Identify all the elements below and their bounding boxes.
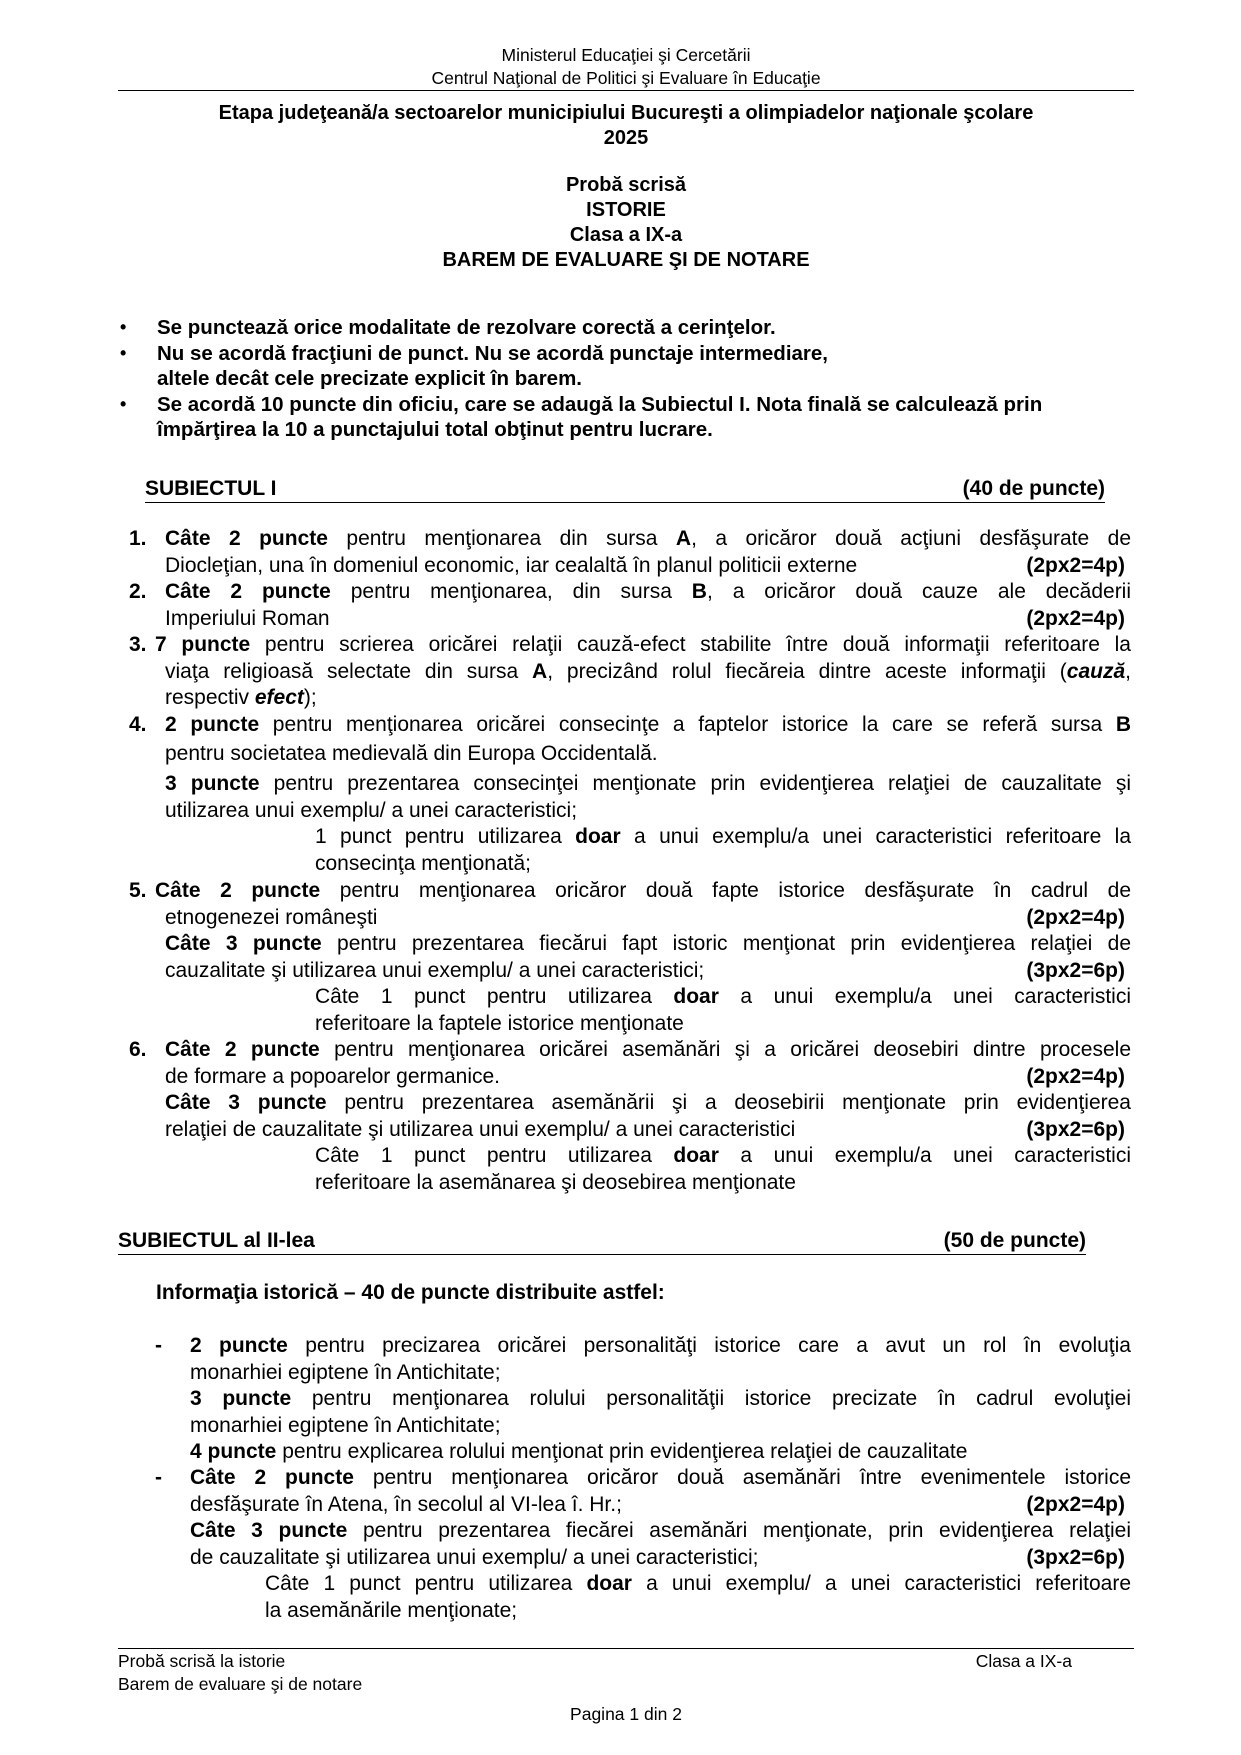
text: de cauzalitate şi utilizarea unui exemplu/ a unei caracteristici;: [190, 1545, 759, 1569]
s2-title: SUBIECTUL al II-lea: [118, 1229, 315, 1252]
text: pentru menţionarea oricăror două asemănări între evenimentele istorice: [353, 1466, 1131, 1489]
item-line: pentru societatea medievală din Europa Occidentală.: [165, 742, 658, 765]
bold-label: 7 puncte: [155, 633, 251, 656]
item-line: [165, 685, 1131, 712]
footer-left-2: Barem de evaluare şi de notare: [118, 1674, 363, 1694]
text: pentru menţionarea rolului personalităţii istorice precizate în cadrul evoluţiei: [291, 1387, 1131, 1410]
item-line: [265, 1571, 1131, 1598]
page-number: Pagina 1 din 2: [570, 1704, 682, 1724]
item-line: [190, 1492, 1131, 1519]
points: (2px2=4p): [1026, 553, 1125, 577]
text: pentru prezentarea fiecărui fapt istoric menţionat prin evidenţierea relaţiei de: [321, 932, 1131, 955]
text: pentru prezentarea fiecărei asemănări menţionate, prin evidenţierea relaţiei: [347, 1519, 1131, 1542]
text: , a oricăror două cauze ale decăderii: [706, 580, 1132, 603]
bold-label: Câte 2 puncte: [165, 580, 331, 603]
text: pentru scrierea oricărei relaţii cauză-efect stabilite între două informaţii referitoare la: [250, 633, 1131, 656]
rule-item: [120, 315, 1132, 341]
s1-item-5: [125, 878, 1135, 1037]
emphasis: doar: [575, 825, 621, 848]
footer-divider: [118, 1648, 1134, 1649]
text: pentru menţionarea oricăror două fapte istorice desfăşurate în cadrul de: [320, 879, 1131, 902]
title-barem: BAREM DE EVALUARE ŞI DE NOTARE: [442, 249, 810, 271]
footer-class: Clasa a IX-a: [975, 1651, 1072, 1671]
item-line: [165, 931, 1131, 958]
emphasis: doar: [673, 1144, 719, 1167]
item-line: [165, 1064, 1131, 1091]
s1-heading: [145, 476, 1105, 503]
item-line: referitoare la asemănarea şi deosebirea menţionate: [315, 1170, 796, 1194]
bold-label: Câte 3 puncte: [165, 1091, 327, 1114]
item-line: [165, 579, 1131, 606]
bold-label: 2 puncte: [165, 713, 260, 736]
dash-marker: -: [155, 1466, 162, 1489]
bold-label: 3 puncte: [165, 772, 260, 795]
s2-item-2: [125, 1465, 1135, 1624]
rule-text: Se punctează orice modalitate de rezolvare corectă a cerinţelor.: [157, 316, 776, 339]
center-name: Centrul Naţional de Politici şi Evaluare în Educaţie: [431, 68, 821, 88]
s1-item-6: [125, 1037, 1135, 1196]
item-number: 4.: [129, 713, 147, 736]
points: (3px2=6p): [1026, 1117, 1125, 1141]
text: a unui exemplu/ a unei caracteristici referitoare: [631, 1572, 1132, 1595]
item-line: [190, 1518, 1131, 1545]
item-number: 5.: [129, 879, 147, 902]
text: a unui exemplu/a unei caracteristici: [718, 1144, 1131, 1167]
bold-label: 3 puncte: [190, 1387, 292, 1410]
item-line: [190, 1465, 1131, 1492]
item-line: [165, 659, 1131, 686]
rule-item: [120, 341, 1132, 392]
text: relaţiei de cauzalitate şi utilizarea unui exemplu/ a unei caracteristici: [165, 1117, 796, 1141]
item-line: [165, 1037, 1131, 1064]
item-line: [165, 905, 1131, 932]
points: (2px2=4p): [1026, 1064, 1125, 1088]
s2-heading: [118, 1228, 1086, 1255]
source-label: A: [532, 659, 548, 683]
bullet-icon: •: [120, 393, 127, 414]
points: (3px2=6p): [1026, 1545, 1125, 1569]
points: (2px2=4p): [1026, 905, 1125, 929]
bold-label: 2 puncte: [190, 1334, 288, 1357]
title-proba: Probă scrisă: [565, 174, 687, 196]
text: pentru menţionarea oricărei consecinţe a faptelor istorice la care se referă sursa: [259, 713, 1116, 736]
item-line: referitoare la faptele istorice menţionate: [315, 1011, 684, 1035]
text: viaţa religioasă selectate din sursa: [165, 659, 533, 683]
item-line: [315, 1143, 1131, 1170]
text: pentru menţionarea, din sursa: [330, 580, 692, 603]
source-label: B: [691, 580, 707, 603]
text: cauzalitate şi utilizarea unui exemplu/ a unei caracteristici;: [165, 958, 705, 982]
item-line: [155, 632, 1131, 659]
item-line: [190, 1333, 1131, 1360]
s2-intro: Informaţia istorică – 40 de puncte distribuite astfel:: [156, 1281, 665, 1304]
footer-left-1: Probă scrisă la istorie: [118, 1651, 286, 1671]
text: respectiv: [165, 686, 255, 709]
s1-title: SUBIECTUL I: [145, 477, 277, 500]
item-line: [165, 712, 1131, 739]
item-line: [165, 606, 1131, 633]
item-line: [315, 824, 1131, 851]
item-line: [190, 1386, 1131, 1413]
bold-label: Câte 2 puncte: [190, 1466, 354, 1489]
item-line: [165, 1090, 1131, 1117]
bold-label: Câte 3 puncte: [165, 932, 322, 955]
text: );: [303, 686, 317, 709]
item-line: [165, 771, 1131, 798]
item-line: utilizarea unui exemplu/ a unei caracteristici;: [165, 798, 578, 822]
title-subject: ISTORIE: [586, 199, 666, 221]
rules-list: [120, 315, 1132, 443]
emphasis: doar: [673, 985, 719, 1008]
rule-text: Nu se acordă fracţiuni de punct. Nu se acordă punctaje intermediare, altele decât cele precizate explicit în barem.: [157, 341, 828, 390]
source-label: A: [675, 527, 692, 550]
item-line: monarhiei egiptene în Antichitate;: [190, 1413, 501, 1437]
item-line: [165, 958, 1131, 985]
text: pentru menţionarea oricărei asemănări şi a oricărei deosebiri dintre procesele: [319, 1038, 1131, 1061]
title-class: Clasa a IX-a: [569, 224, 683, 246]
bullet-icon: •: [120, 342, 127, 363]
item-line: [165, 526, 1131, 553]
points: (2px2=4p): [1026, 1492, 1125, 1516]
item-line: [190, 1545, 1131, 1572]
text: a unui exemplu/a unei caracteristici: [718, 985, 1131, 1008]
s2-points: (50 de puncte): [943, 1229, 1086, 1252]
text: pentru prezentarea asemănării şi a deosebirii menţionate prin evidenţierea: [326, 1091, 1131, 1114]
item-line: [315, 984, 1131, 1011]
title-line1: Etapa judeţeană/a sectoarelor municipiului Bucureşti a olimpiadelor naţionale şcolare: [218, 102, 1034, 124]
text: ,: [1125, 659, 1132, 683]
item-line: consecinţa menţionată;: [315, 851, 531, 875]
header: [118, 44, 1134, 90]
source-label: B: [1115, 713, 1131, 736]
item-line: [190, 1439, 1131, 1466]
text: Câte 1 punct pentru utilizarea: [315, 985, 674, 1008]
text: a unui exemplu/a unei caracteristici referitoare la: [620, 825, 1131, 848]
item-number: 2.: [129, 580, 147, 603]
s1-item-2: [125, 579, 1135, 632]
text: 1 punct pentru utilizarea: [315, 825, 576, 848]
text: Câte 1 punct pentru utilizarea: [315, 1144, 674, 1167]
s1-item-1: [125, 526, 1135, 579]
bold-label: Câte 2 puncte: [165, 527, 328, 550]
text: pentru menţionarea din sursa: [327, 527, 676, 550]
text: Câte 1 punct pentru utilizarea: [265, 1572, 587, 1595]
bold-label: Câte 3 puncte: [190, 1519, 348, 1542]
points: (2px2=4p): [1026, 606, 1125, 630]
text: etnogenezei româneşti: [165, 905, 378, 929]
emphasis: doar: [586, 1572, 632, 1595]
bullet-icon: •: [120, 317, 127, 337]
text: Diocleţian, una în domeniul economic, iar cealaltă în planul politicii externe: [165, 553, 858, 577]
title-year: 2025: [603, 127, 649, 149]
bold-label: 4 puncte: [190, 1440, 277, 1463]
rule-item: [120, 392, 1132, 443]
s1-items: [125, 526, 1135, 1196]
item-line: [155, 878, 1131, 905]
text: desfăşurate în Atena, în secolul al VI-lea î. Hr.;: [190, 1492, 622, 1516]
item-number: 1.: [129, 527, 147, 550]
s1-item-4: [125, 712, 1135, 875]
item-line: monarhiei egiptene în Antichitate;: [190, 1360, 501, 1384]
text: pentru prezentarea consecinţei menţionate prin evidenţierea relaţiei de cauzalitate şi: [259, 772, 1131, 795]
text: Imperiului Roman: [165, 606, 330, 630]
text: de formare a popoarelor germanice.: [165, 1064, 501, 1088]
item-number: 6.: [129, 1038, 147, 1061]
emphasis: efect: [254, 686, 304, 709]
text: , a oricăror două acţiuni desfăşurate de: [691, 527, 1132, 550]
text: , precizând rolul fiecăreia dintre aceste informaţii (: [547, 659, 1067, 683]
item-number: 3.: [129, 633, 147, 656]
points: (3px2=6p): [1026, 958, 1125, 982]
text: pentru explicarea rolului menţionat prin evidenţierea relaţiei de cauzalitate: [276, 1440, 968, 1463]
s1-item-3: [125, 632, 1135, 712]
document-title: [118, 101, 1134, 273]
emphasis: cauză: [1066, 659, 1126, 683]
footer: [118, 1650, 1134, 1724]
item-line: [165, 1117, 1131, 1144]
bold-label: Câte 2 puncte: [165, 1038, 320, 1061]
rule-text: Se acordă 10 puncte din oficiu, care se adaugă la Subiectul I. Nota finală se calculează prin împărţirea la 10 a punctajului total obţinut pentru lucrare.: [157, 392, 1043, 441]
s2-items: [125, 1333, 1135, 1624]
dash-marker: -: [155, 1334, 162, 1357]
s2-item-1: [125, 1333, 1135, 1465]
bold-label: Câte 2 puncte: [155, 879, 321, 902]
item-line: la asemănările menţionate;: [265, 1598, 518, 1622]
ministry-name: Ministerul Educaţiei şi Cercetării: [501, 45, 751, 65]
item-line: [165, 553, 1131, 580]
s1-points: (40 de puncte): [962, 477, 1105, 500]
text: pentru precizarea oricărei personalităţi istorice care a avut un rol în evoluţia: [287, 1334, 1131, 1357]
header-divider: [118, 90, 1134, 91]
